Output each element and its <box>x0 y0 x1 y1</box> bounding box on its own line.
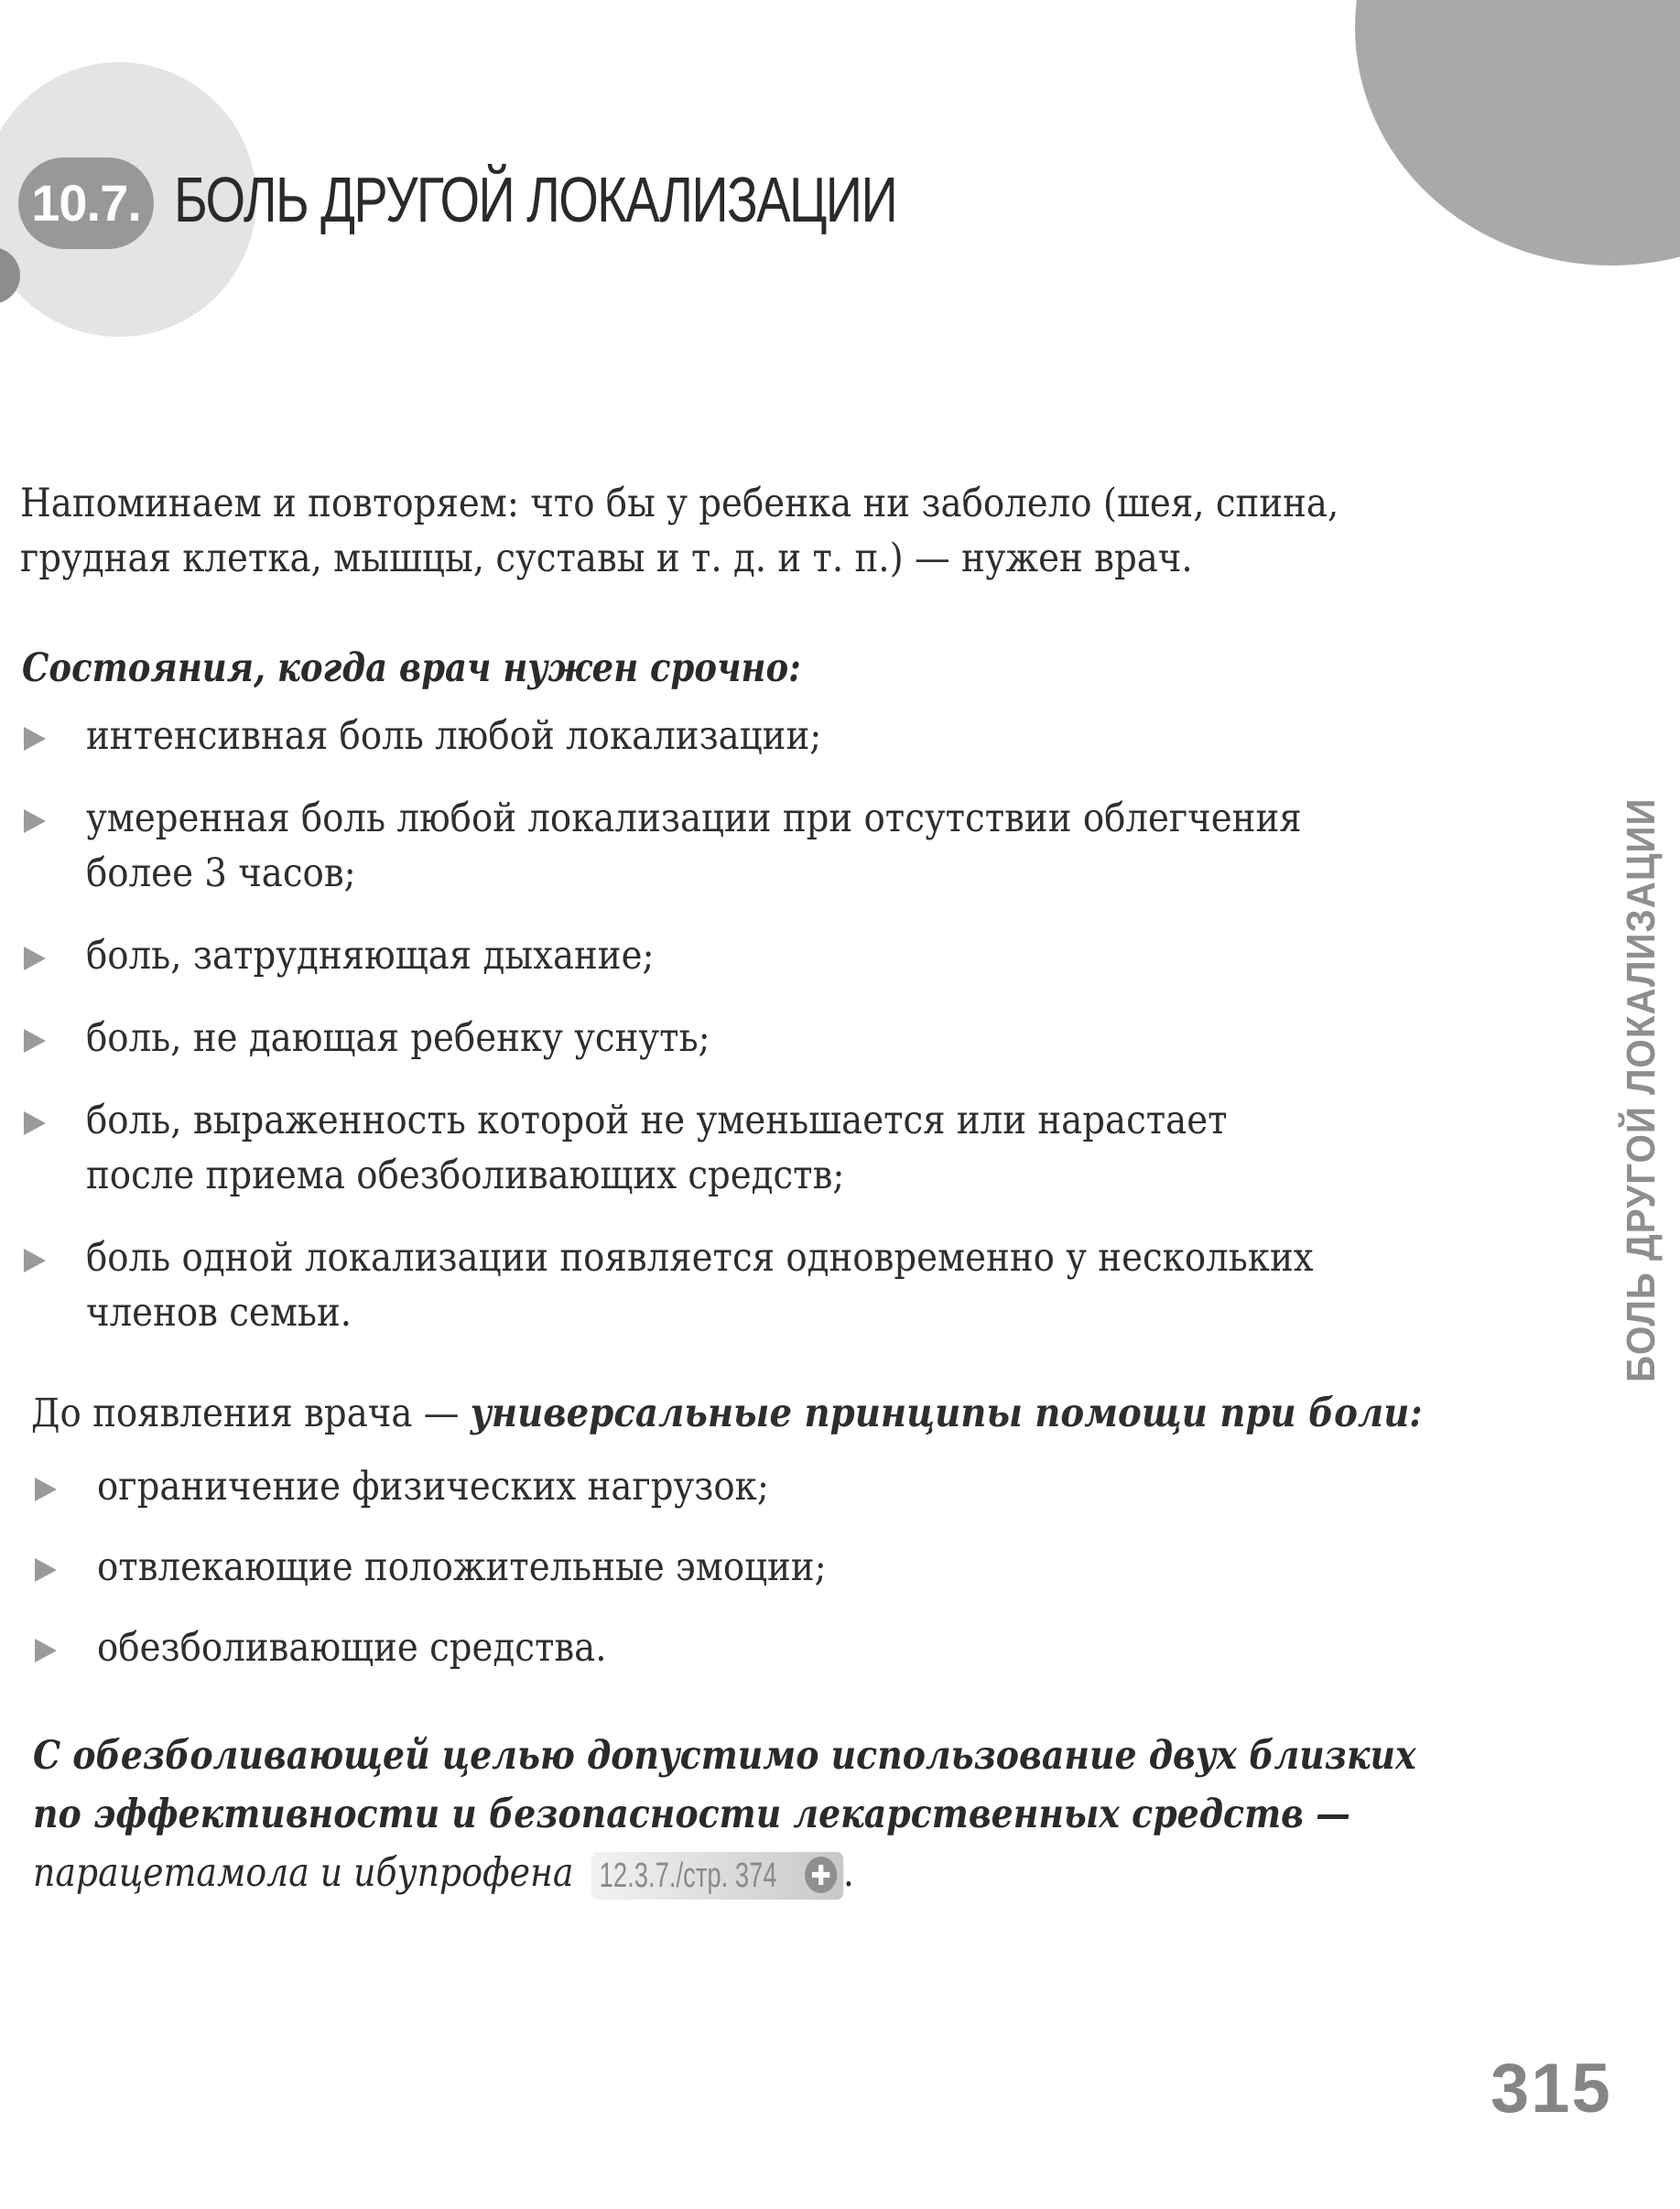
final-line <box>33 1844 1416 1902</box>
intro-line: грудная клетка, мышцы, суставы и т. д. и т. п.) — нужен врач. <box>20 536 1193 581</box>
list-item <box>31 1620 907 1675</box>
list-item <box>31 1540 907 1595</box>
list-item-text: боль, затрудняющая дыхание; <box>86 933 655 979</box>
intro-paragraph <box>20 476 1339 586</box>
final-line-text: парацетамола и ибупрофена <box>33 1850 574 1896</box>
triangle-bullet-icon <box>24 947 46 970</box>
list-item-text: боль, не дающая ребенку уснуть; <box>86 1015 710 1061</box>
list-item-text: более 3 часов; <box>86 850 356 896</box>
cross-reference-link[interactable] <box>591 1852 843 1900</box>
final-paragraph <box>33 1727 1416 1902</box>
cross-reference-text: 12.3.7./стр. 374 <box>599 1857 777 1895</box>
before-doctor-heading <box>31 1386 1423 1441</box>
list-item <box>20 1230 1450 1340</box>
list-item-text: членов семьи. <box>86 1290 352 1336</box>
list-item-text: боль, выраженность которой не уменьшается или нарастает <box>86 1098 1228 1143</box>
triangle-bullet-icon <box>24 1111 46 1135</box>
list-item <box>20 1093 1450 1203</box>
before-doctor-emphasis: универсальные принципы помощи при боли: <box>470 1391 1423 1436</box>
list-item-text: ограничение физических нагрузок; <box>97 1464 769 1510</box>
before-doctor-prefix: До появления врача — <box>31 1391 471 1436</box>
final-line: С обезболивающей целью допустимо использование двух близких <box>33 1733 1416 1779</box>
list-item <box>31 1459 907 1514</box>
plus-circle-icon <box>805 1857 837 1893</box>
list-item-text: после приема обезболивающих средств; <box>86 1153 845 1198</box>
triangle-bullet-icon <box>24 1029 46 1053</box>
section-number: 10.7. <box>18 157 154 249</box>
triangle-bullet-icon <box>35 1478 57 1501</box>
decorative-circle <box>1355 0 1680 265</box>
list-item-text: умеренная боль любой локализации при отсутствии облегчения <box>86 796 1302 841</box>
list-item-text: интенсивная боль любой локализации; <box>86 713 822 759</box>
intro-line: Напоминаем и повторяем: что бы у ребенка ни заболело (шея, спина, <box>20 481 1339 526</box>
urgent-list <box>20 709 1450 1368</box>
list-item-text: боль одной локализации появляется одновременно у нескольких <box>86 1235 1314 1281</box>
list-item <box>20 1011 1450 1066</box>
triangle-bullet-icon <box>35 1639 57 1662</box>
list-item-text: обезболивающие средства. <box>97 1625 607 1671</box>
list-item <box>20 709 1450 763</box>
list-item <box>20 791 1450 901</box>
side-chapter-title: БОЛЬ ДРУГОЙ ЛОКАЛИЗАЦИИ <box>1619 797 1664 1382</box>
principles-list <box>31 1459 907 1701</box>
page-number: 315 <box>1490 2050 1612 2128</box>
list-item <box>20 928 1450 983</box>
triangle-bullet-icon <box>24 727 46 751</box>
final-line: по эффективности и безопасности лекарственных средств — <box>33 1792 1350 1837</box>
triangle-bullet-icon <box>35 1558 57 1582</box>
urgent-heading: Состояния, когда врач нужен срочно: <box>22 645 801 691</box>
triangle-bullet-icon <box>24 809 46 833</box>
list-item-text: отвлекающие положительные эмоции; <box>97 1544 827 1590</box>
triangle-bullet-icon <box>24 1249 46 1272</box>
section-title: БОЛЬ ДРУГОЙ ЛОКАЛИЗАЦИИ <box>174 164 897 235</box>
final-period: . <box>842 1850 854 1896</box>
